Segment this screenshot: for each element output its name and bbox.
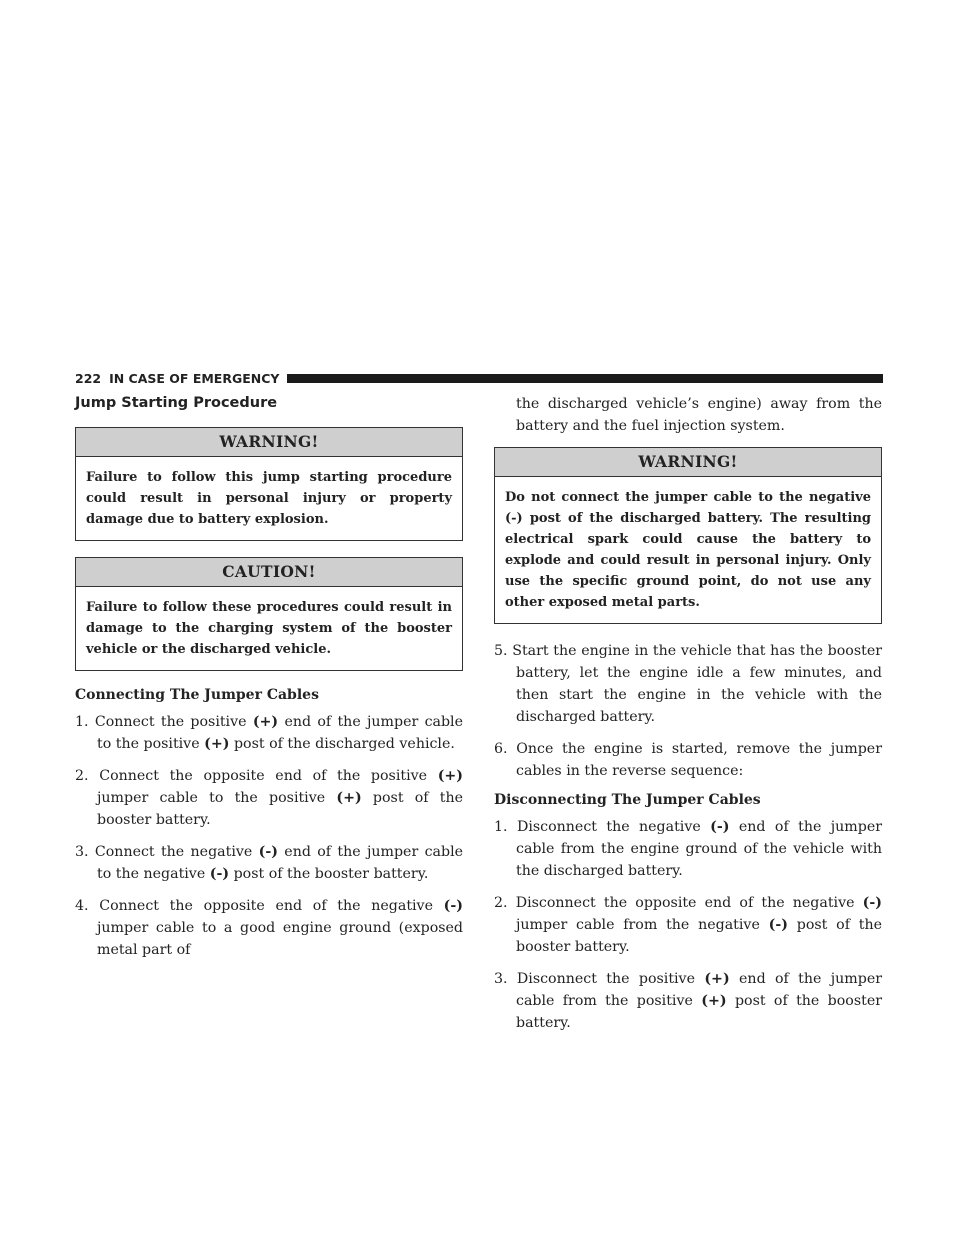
- disconnect-step-2: 2. Disconnect the opposite end of the negative (-) jumper cable from the negative (-) post of the booster battery.: [494, 895, 882, 955]
- connect-step-3: 3. Connect the negative (-) end of the jumper cable to the negative (-) post of the booster battery.: [75, 844, 463, 882]
- left-column: [75, 393, 463, 971]
- connect-step-1: 1. Connect the positive (+) end of the jumper cable to the positive (+) post of the discharged vehicle.: [75, 714, 463, 752]
- connect-step-4: 4. Connect the opposite end of the negative (-) jumper cable to a good engine ground (exposed metal part of: [75, 898, 463, 958]
- disconnect-step-3: 3. Disconnect the positive (+) end of the jumper cable from the positive (+) post of the booster battery.: [494, 971, 883, 1031]
- connect-step-5: 5. Start the engine in the vehicle that has the booster battery, let the engine idle a few minutes, and then start the engine in the vehicle with the discharged battery.: [494, 643, 882, 725]
- section-title: IN CASE OF EMERGENCY: [109, 370, 280, 386]
- warning-box-battery-explosion: [75, 427, 463, 541]
- warning-heading: WARNING!: [76, 428, 462, 457]
- header-rule: [287, 374, 883, 383]
- caution-box: [75, 557, 463, 671]
- connect-step-2: 2. Connect the opposite end of the positive (+) jumper cable to the positive (+) post of the booster battery.: [75, 768, 464, 828]
- page-header: [75, 370, 883, 386]
- disconnect-step-1: 1. Disconnect the negative (-) end of the jumper cable from the engine ground of the vehicle with the discharged battery.: [494, 819, 883, 879]
- procedure-title: Jump Starting Procedure: [75, 395, 278, 411]
- connect-step-6: 6. Once the engine is started, remove the jumper cables in the reverse sequence:: [494, 741, 882, 779]
- connect-step-4-continued: the discharged vehicle’s engine) away from the battery and the fuel injection system.: [516, 396, 882, 434]
- caution-heading: CAUTION!: [76, 558, 462, 587]
- connecting-heading: Connecting The Jumper Cables: [75, 687, 319, 703]
- disconnecting-heading: Disconnecting The Jumper Cables: [494, 792, 761, 808]
- right-column: [494, 393, 882, 1044]
- caution-text: Failure to follow these procedures could result in damage to the charging system of the booster vehicle or the discharged vehicle.: [86, 600, 452, 657]
- warning-text: Do not connect the jumper cable to the negative (-) post of the discharged battery. The resulting electrical spark could cause the battery to explode and could result in personal injury. Only use the specific ground point, do not use any other exposed metal parts.: [505, 490, 871, 610]
- warning-text: Failure to follow this jump starting procedure could result in personal injury or property damage due to battery explosion.: [86, 470, 452, 527]
- warning-heading: WARNING!: [495, 448, 881, 477]
- page-number: 222: [75, 370, 102, 386]
- warning-box-ground-point: [494, 447, 882, 624]
